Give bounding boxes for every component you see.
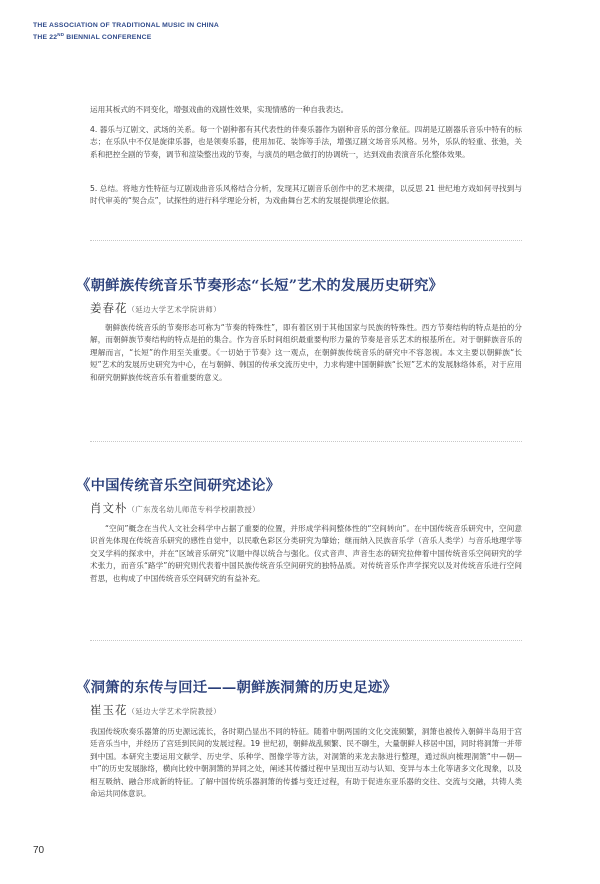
author-name: 肖文朴 (90, 501, 128, 515)
header-line-2-prefix: THE 22 (33, 34, 58, 41)
article-title: 《洞箫的东传与回迁——朝鲜族洞箫的历史足迹》 (76, 679, 397, 696)
article-abstract: “空间”概念在当代人文社会科学中占据了重要的位置，并形成学科间整体性的“空间转向”。在中国传统音乐研究中，空间意识首先体现在传统音乐研究的感性自觉中，以民歌色彩区分类研究为肇始；继而纳入民族音乐学（音乐人类学）与音乐地理学等交叉学科的探求中，并在“区域音乐研究”议题中得以统合与强化。仪式音声、声音生态的研究拉伸着中国传统音乐空间研究的学术张力，而音乐“路学”的研究则代表着中国民族传统音乐空间研究的独特品质。对传统音乐作声学探究以及对传统音乐进行空间哲思，也构成了中国传统音乐空间研究的有益补充。 (90, 524, 522, 583)
article-author-line (90, 297, 221, 316)
conference-header (33, 21, 219, 42)
article-author-line (90, 699, 221, 718)
article-title: 《中国传统音乐空间研究述论》 (76, 477, 281, 494)
author-name: 崔玉花 (90, 703, 128, 717)
article-abstract: 我国传统吹奏乐器箫的历史源远流长，各时期凸显出不同的特征。随着中朝两国的文化交流频繁，洞箫也被传入朝鲜半岛用于宫廷音乐当中，并经历了宫廷到民间的发展过程。19 世纪初，朝鲜战乱频繁、民不聊生，大量朝鲜人移居中国，同时将洞箫一并带到中国。本研究主要运用文献学、历史学、乐种学、图像学等方法，对洞箫的来龙去脉进行整理，通过纵向梳理洞箫“中—朝—中”的历史发展脉络，横向比较中朝洞箫的异同之处，阐述其传播过程中呈现出互动与认知、变异与本土化等诸多文化现象，以及相互吸纳、融合形成新的特征。了解中国传统乐器洞箫的传播与变迁过程，有助于促进东亚乐器的交往、交流与交融，共铸人类命运共同体意识。 (90, 727, 522, 799)
continuation-paragraph-2: 4. 器乐与辽剧文、武场的关系。每一个剧种都有其代表性的伴奏乐器作为剧种音乐的部分象征。四胡是辽剧器乐音乐中特有的标志；在乐队中不仅是旋律乐器，也是领奏乐器，使用加花、装饰等手法，增强辽剧文场音乐风格。另外，乐队的轻重、张弛，关系和把控全剧的节奏，调节和渲染整出戏的节奏，与演员的唱念做打的协调统一，达到戏曲表演音乐化整体效果。 (90, 125, 522, 159)
header-line-2-suffix: BIENNIAL CONFERENCE (64, 34, 152, 41)
section-divider (90, 441, 522, 442)
article-title: 《朝鲜族传统音乐节奏形态“长短”艺术的发展历史研究》 (76, 277, 444, 294)
page-number: 70 (33, 845, 45, 856)
article-author-line (90, 497, 260, 516)
author-name: 姜春花 (90, 301, 128, 315)
article-abstract: 朝鲜族传统音乐的节奏形态可称为“节奏的特殊性”，即有着区别于其他国家与民族的特殊性。西方节奏结构的特点是拍的分解，而朝鲜族节奏结构的特点是拍的集合。作为音乐时间组织最重要构形力量的节奏是音乐艺术的根基所在。对于朝鲜族音乐的理解而言，“长短”的作用至关重要。《一切始于节奏》这一观点，在朝鲜族传统音乐的研究中不容忽视。本文主要以朝鲜族“长短”艺术的发展历史研究为中心，在与朝鲜、韩国的传承交流历史中，力求构建中国朝鲜族“长短”艺术的发展脉络体系，对于应用和研究朝鲜族传统音乐有着重要的意义。 (90, 323, 522, 382)
continuation-paragraph-3: 5. 总结。将地方性特征与辽剧戏曲音乐风格结合分析，发现其辽剧音乐创作中的艺术规律，以反思 21 世纪地方戏如何寻找到与时代审美的“契合点”，试探性的进行科学理论分析，为戏曲舞台艺术的发展提供理论依据。 (90, 184, 522, 206)
section-divider (90, 240, 522, 241)
header-line-2-sup: ND (57, 32, 65, 37)
header-line-2 (33, 30, 219, 42)
author-affiliation: （广东茂名幼儿师范专科学校副教授） (127, 505, 260, 514)
section-divider (90, 640, 522, 641)
header-line-1: THE ASSOCIATION OF TRADITIONAL MUSIC IN CHINA (33, 22, 219, 29)
author-affiliation: （延边大学艺术学院教授） (127, 707, 221, 716)
continuation-paragraph-1: 运用其板式的不同变化，增强戏曲的戏剧性效果，实现情感的一种自我表达。 (90, 105, 349, 114)
author-affiliation: （延边大学艺术学院讲师） (127, 305, 221, 314)
